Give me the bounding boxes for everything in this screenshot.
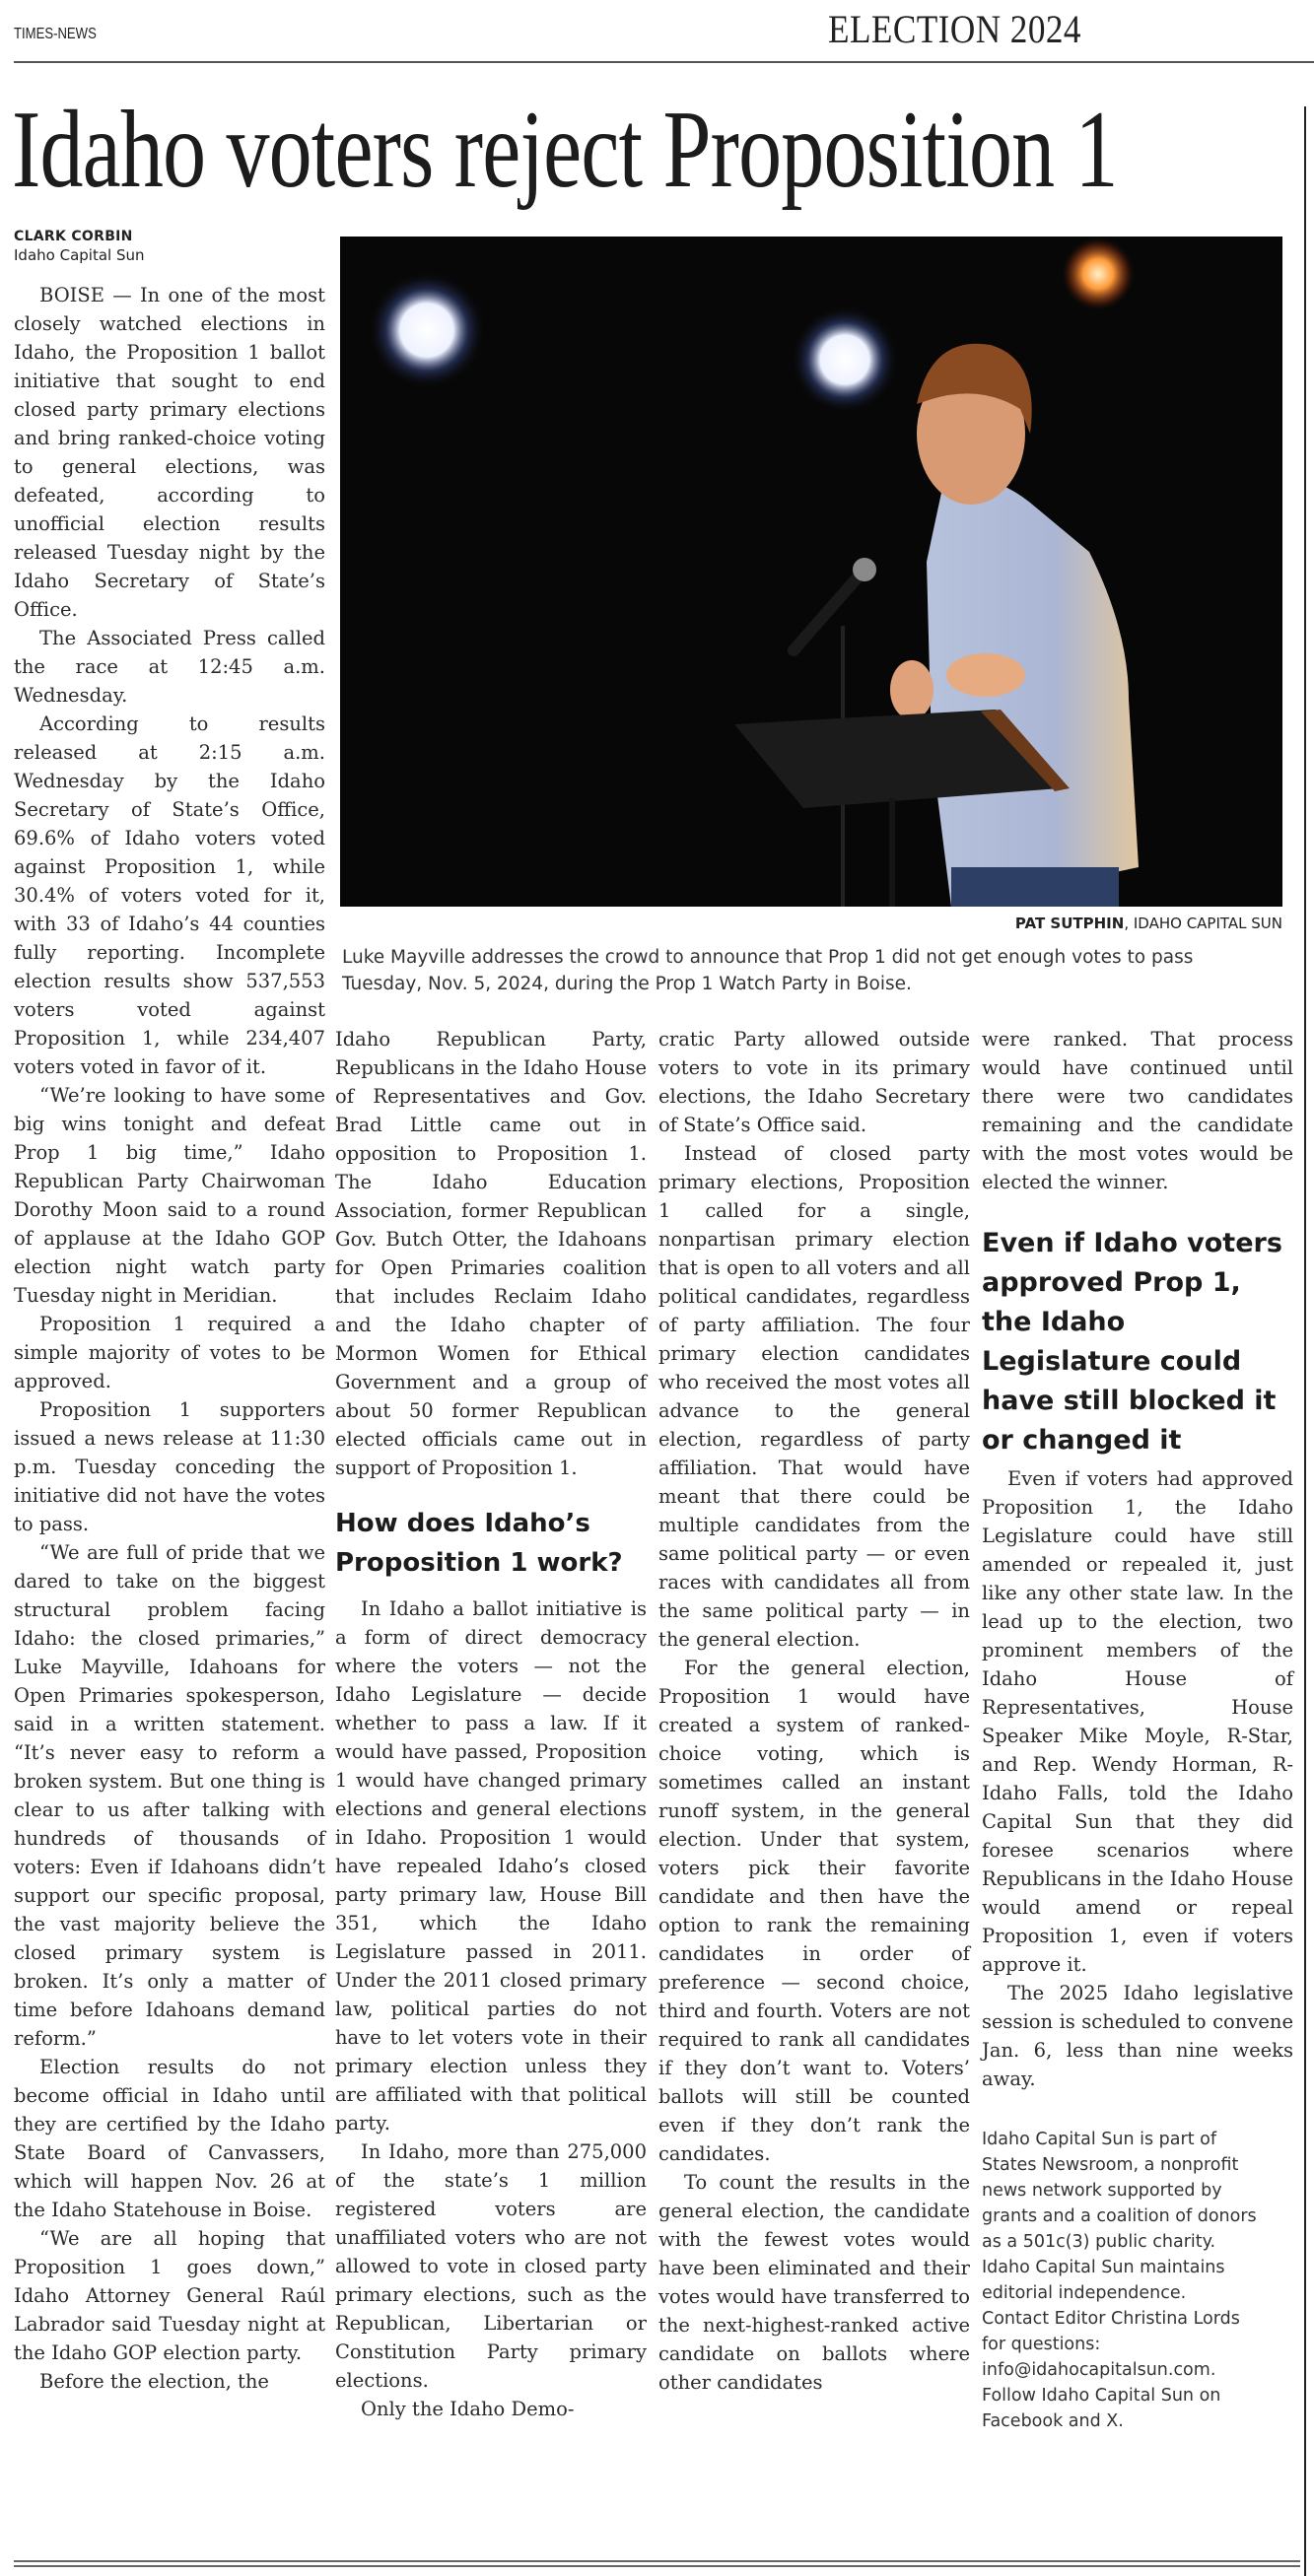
top-rule-divider	[14, 61, 1314, 63]
subhead-how-prop1-works: How does Idaho’s Proposition 1 work?	[335, 1509, 623, 1578]
paragraph: Instead of closed party primary elections, Proposition 1 called for a single, nonpartisan primary election that is open to all voters and all political candidates, regardless of party affiliation. The four primary election candidates who received the most votes all advance to the general election, regardless of party affiliation. That would have meant that there could be multiple candidates from the same political party — or even races with candidates all from the same political party — in the general election.	[658, 1142, 970, 1651]
bottom-rule-divider	[14, 2565, 1300, 2567]
spotlight-center	[791, 305, 899, 414]
paper-name: TIMES-NEWS	[14, 26, 97, 42]
photo-credit-org: , IDAHO CAPITAL SUN	[1124, 915, 1282, 932]
paragraph-continuation: cratic Party allowed outside voters to vote in its primary elections, the Idaho Secretary of State’s Office said.	[658, 1028, 970, 1136]
paragraph: Proposition 1 required a simple majority of votes to be approved.	[14, 1313, 325, 1392]
paragraph: To count the results in the general election, the candidate with the fewest votes would have been eliminated and their votes would have transferred to the next-highest-ranked active candidate on ballots where other candidates	[658, 2171, 970, 2394]
article-column-4	[982, 1025, 1293, 2434]
article-photo	[340, 237, 1282, 907]
article-column-2	[335, 1025, 647, 2423]
paragraph: “We’re looking to have some big wins tonight and defeat Prop 1 big time,” Idaho Republican Party Chairwoman Dorothy Moon said to a round of applause at the Idaho GOP election night watch party Tuesday night in Meridian.	[14, 1084, 325, 1307]
paragraph: Proposition 1 supporters issued a news release at 11:30 p.m. Tuesday conceding the initiative did not have the votes to pass.	[14, 1398, 325, 1535]
paragraph: The 2025 Idaho legislative session is scheduled to convene Jan. 6, less than nine weeks away.	[982, 1982, 1293, 2090]
spotlight-right	[1061, 237, 1136, 311]
byline-author: CLARK CORBIN	[14, 229, 133, 244]
bottom-rule-divider	[14, 2560, 1300, 2562]
masthead	[0, 0, 1314, 65]
spotlight-left	[368, 271, 486, 389]
byline	[14, 229, 145, 264]
headline: Idaho voters reject Proposition 1	[12, 89, 1118, 211]
paragraph: In Idaho, more than 275,000 of the state’s 1 million registered voters are unaffiliated voters who are not allowed to vote in closed party primary elections, such as the Republican, Libertarian or Constitution Party primary elections.	[335, 2140, 647, 2392]
paragraph: In Idaho a ballot initiative is a form of direct democracy where the voters — not the Idaho Legislature — decide whether to pass a law. If it would have passed, Proposition 1 would have changed primary elections and general elections in Idaho. Proposition 1 would have repealed Idaho’s closed party primary law, House Bill 351, which the Idaho Legislature passed in 2011. Under the 2011 closed primary law, political parties do not have to let voters vote in their primary election unless they are affiliated with that political party.	[335, 1597, 647, 2135]
article-column-1	[14, 281, 325, 2396]
paragraph: “We are full of pride that we dared to take on the biggest structural problem facing Idaho: the closed primaries,” Luke Mayville, Idahoans for Open Primaries spokesperson, said in a written statement. “It’s never easy to reform a broken system. But one thing is clear to us after talking with hundreds of thousands of voters: Even if Idahoans didn’t support our specific proposal, the vast majority believe the closed primary system is broken. It’s only a matter of time before Idahoans demand reform.”	[14, 1541, 325, 2050]
paragraph: According to results released at 2:15 a.m. Wednesday by the Idaho Secretary of State’s Office, 69.6% of Idaho voters voted against Proposition 1, while 30.4% of voters voted for it, with 33 of Idaho’s 44 counties fully reporting. Incomplete election results show 537,553 voters voted against Proposition 1, while 234,407 voters voted in favor of it.	[14, 712, 325, 1078]
paragraph: “We are all hoping that Proposition 1 goes down,” Idaho Attorney General Raúl Labrador said Tuesday night at the Idaho GOP election party.	[14, 2227, 325, 2364]
right-column-border	[1304, 106, 1306, 2576]
paragraph: BOISE — In one of the most closely watched elections in Idaho, the Proposition 1 ballot initiative that sought to end closed party primary elections and bring ranked-choice voting to general elections, was defeated, according to unofficial election results released Tuesday night by the Idaho Secretary of State’s Office.	[14, 284, 325, 621]
photo-credit	[340, 915, 1282, 932]
publisher-footnote: Idaho Capital Sun is part of States Newsroom, a nonprofit news network supported by grants and a coalition of donors as a 501c(3) public charity. Idaho Capital Sun maintains editorial independence. Contact Editor Christina Lords for questions: info@idahocapitalsun.com. Follow Idaho Capital Sun on Facebook and X.	[982, 2130, 1257, 2431]
paragraph: For the general election, Proposition 1 would have created a system of ranked-choice voting, which is sometimes called an instant runoff system, in the general election. Under that system, voters pick their favorite candidate and then have the option to rank the remaining candidates in order of preference — second choice, third and fourth. Voters are not required to rank all candidates if they don’t want to. Voters’ ballots will still be counted even if they don’t rank the candidates.	[658, 1657, 970, 2165]
photo-caption: Luke Mayville addresses the crowd to announce that Prop 1 did not get enough votes to pass Tuesday, Nov. 5, 2024, during the Prop 1 Watch Party in Boise.	[342, 947, 1194, 994]
paragraph: Before the election, the	[39, 2370, 269, 2393]
paragraph-continuation: Idaho Republican Party, Republicans in the Idaho House of Representatives and Gov. Brad Little came out in opposition to Proposition 1. The Idaho Education Association, former Republican Gov. Butch Otter, the Idahoans for Open Primaries coalition that includes Reclaim Idaho and the Idaho chapter of Mormon Women for Ethical Government and a group of about 50 former Republican elected officials came out in support of Proposition 1.	[335, 1028, 647, 1479]
section-name: ELECTION 2024	[828, 7, 1081, 51]
subhead-legislature-could-block: Even if Idaho voters approved Prop 1, the Idaho Legislature could have still blocked it or changed it	[982, 1228, 1282, 1456]
photo-credit-name: PAT SUTPHIN	[1014, 915, 1125, 932]
paragraph-continuation: were ranked. That process would have continued until there were two candidates remaining and the candidate with the most votes would be elected the winner.	[982, 1028, 1293, 1193]
paragraph: Election results do not become official in Idaho until they are certified by the Idaho State Board of Canvassers, which will happen Nov. 26 at the Idaho Statehouse in Boise.	[14, 2056, 325, 2221]
paragraph: Only the Idaho Demo-	[361, 2398, 575, 2420]
paragraph: Even if voters had approved Proposition 1, the Idaho Legislature could have still amended or repealed it, just like any other state law. In the lead up to the election, two prominent members of the Idaho House of Representatives, House Speaker Mike Moyle, R-Star, and Rep. Wendy Horman, R-Idaho Falls, told the Idaho Capital Sun that they did foresee scenarios where Republicans in the Idaho House would amend or repeal Proposition 1, even if voters approve it.	[982, 1467, 1293, 1976]
byline-organization: Idaho Capital Sun	[14, 246, 145, 264]
speaker-photo-illustration	[340, 237, 1282, 907]
article-column-3	[658, 1025, 970, 2397]
paragraph: The Associated Press called the race at 12:45 a.m. Wednesday.	[14, 627, 325, 707]
